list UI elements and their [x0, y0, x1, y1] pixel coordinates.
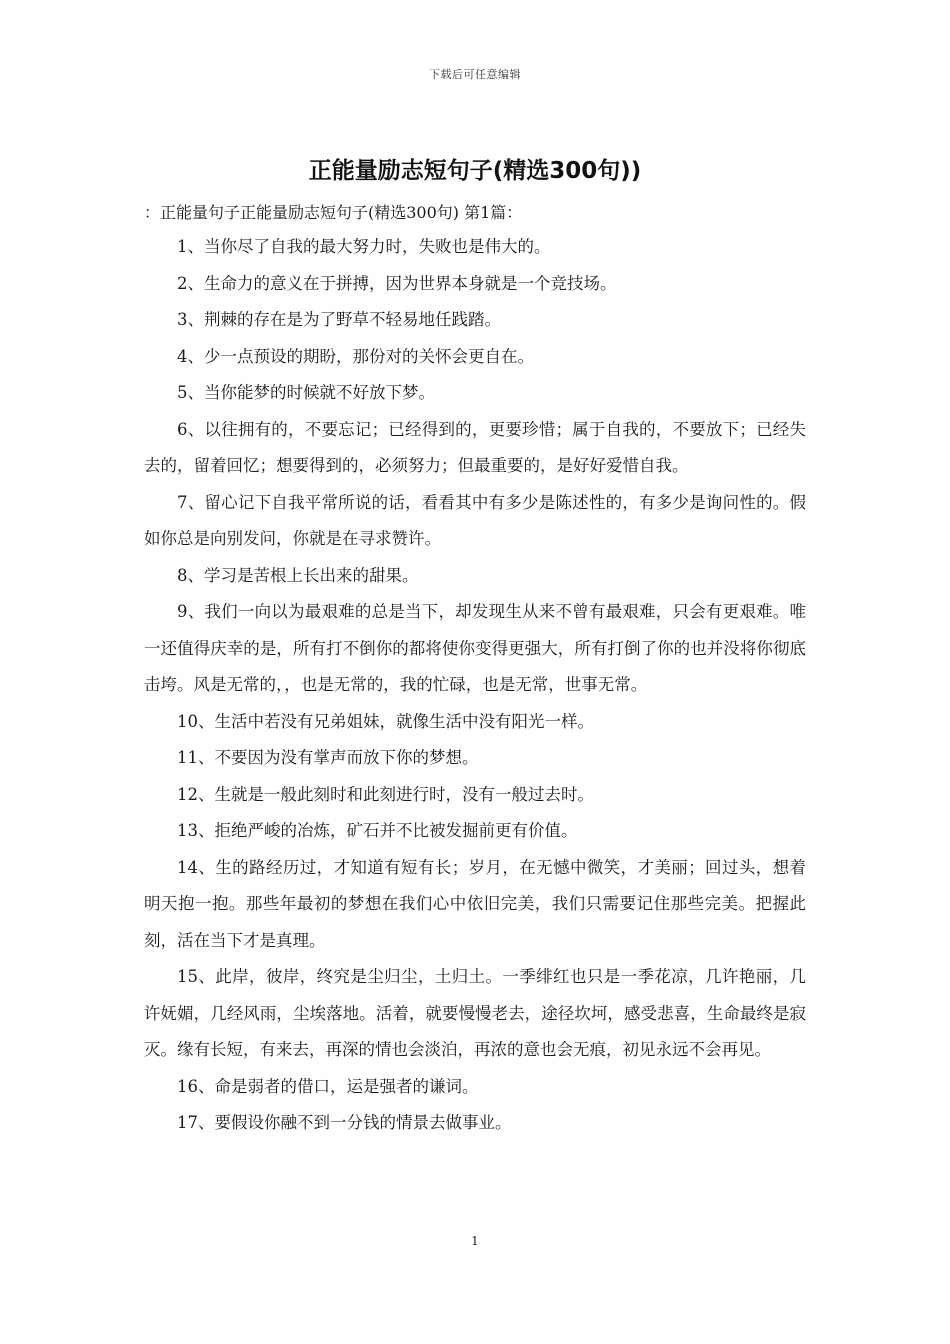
quote-paragraph-7: 7、留心记下自我平常所说的话，看看其中有多少是陈述性的，有多少是询问性的。假如你总是向别发问，你就是在寻求赞许。: [144, 492, 806, 548]
quote-paragraph-1: 1、当你尽了自我的最大努力时，失败也是伟大的。: [177, 237, 551, 256]
intro-line: ：正能量句子正能量励志短句子(精选300句) 第1篇：: [144, 203, 523, 222]
quote-paragraph-6: 6、以往拥有的，不要忘记；已经得到的，更要珍惜；属于自我的，不要放下；已经失去的，留着回忆；想要得到的，必须努力；但最重要的，是好好爱惜自我。: [144, 419, 806, 475]
quote-paragraph-17: 17、要假设你融不到一分钱的情景去做事业。: [177, 1113, 512, 1132]
quote-paragraph-2: 2、生命力的意义在于拼搏，因为世界本身就是一个竞技场。: [177, 273, 617, 293]
quote-paragraph-11: 11、不要因为没有掌声而放下你的梦想。: [177, 748, 479, 767]
quote-paragraph-4: 4、少一点预设的期盼，那份对的关怀会更自在。: [177, 346, 534, 366]
document-body: [144, 196, 806, 1142]
quote-paragraph-10: 10、生活中若没有兄弟姐妹，就像生活中没有阳光一样。: [177, 711, 594, 731]
quote-paragraph-13: 13、拒绝严峻的冶炼，矿石并不比被发掘前更有价值。: [177, 821, 578, 840]
quote-paragraph-15: 15、此岸，彼岸，终究是尘归尘，土归土。一季绯红也只是一季花凉，几许艳丽，几许妩媚，几经风雨，尘埃落地。活着，就要慢慢老去，途径坎坷，感受悲喜，生命最终是寂灭。缘有长短，有来去，再深的情也会淡泊，再浓的意也会无痕，初见永远不会再见。: [144, 967, 806, 1059]
quote-paragraph-14: 14、生的路经历过，才知道有短有长；岁月，在无憾中微笑，才美丽；回过头，想着明天抱一抱。那些年最初的梦想在我们心中依旧完美，我们只需要记住那些完美。把握此刻，活在当下才是真理。: [144, 857, 806, 950]
header-note: 下载后可任意编辑: [429, 68, 521, 81]
quote-paragraph-9: 9、我们一向以为最艰难的总是当下，却发现生从来不曾有最艰难，只会有更艰难。唯一还值得庆幸的是，所有打不倒你的都将使你变得更强大，所有打倒了你的也并没将你彻底击垮。风是无常的，，也是无常的，我的忙碌，也是无常，世事无常。: [144, 602, 806, 694]
quote-paragraph-3: 3、荆棘的存在是为了野草不轻易地任践踏。: [177, 310, 501, 329]
page-number: 1: [471, 1234, 479, 1248]
document-title: 正能量励志短句子(精选300句)): [308, 158, 642, 184]
quote-paragraph-12: 12、生就是一般此刻时和此刻进行时，没有一般过去时。: [177, 784, 594, 804]
quote-paragraph-5: 5、当你能梦的时候就不好放下梦。: [177, 383, 435, 402]
quote-paragraph-16: 16、命是弱者的借口，运是强者的谦词。: [177, 1076, 479, 1096]
quote-paragraph-8: 8、学习是苦根上长出来的甜果。: [177, 565, 419, 585]
